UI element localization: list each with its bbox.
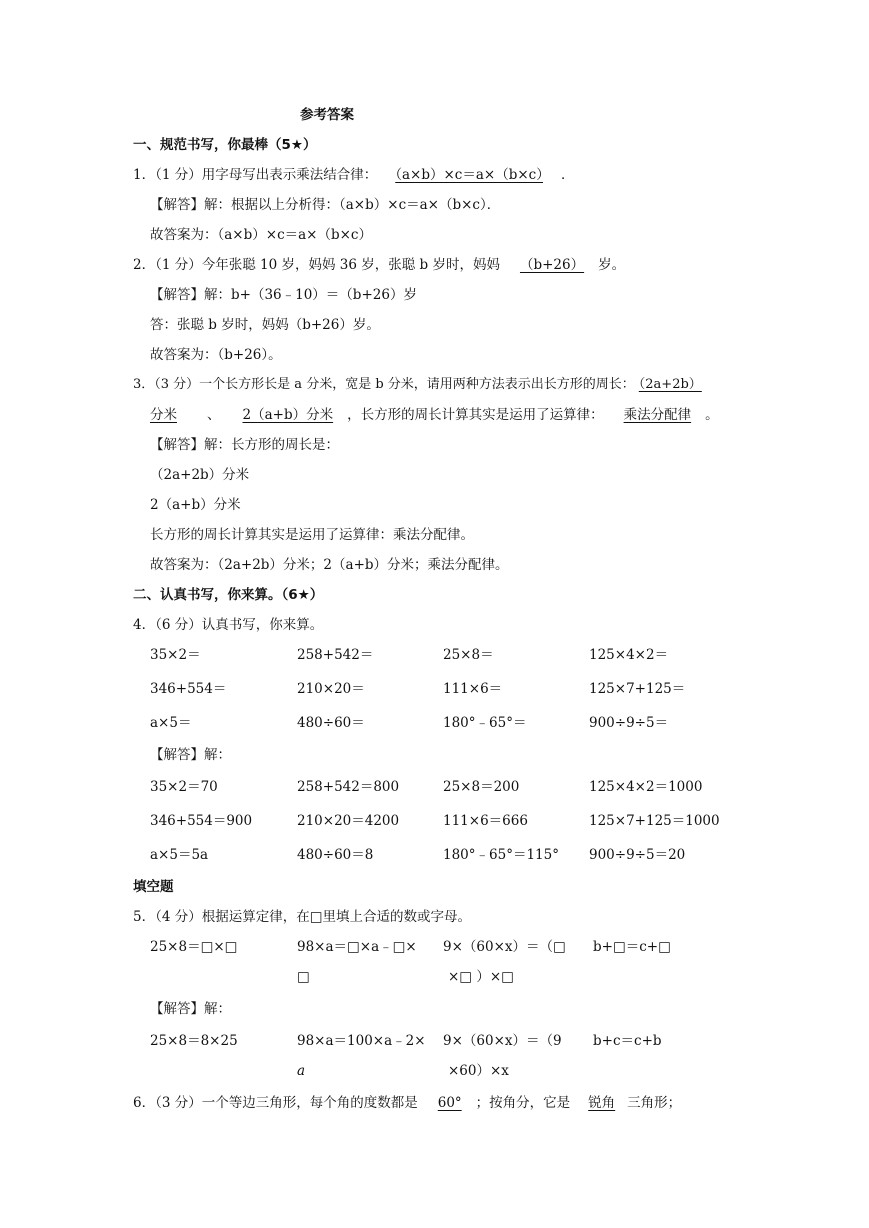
question-5-analysis: 【解答】解： (150, 1001, 231, 1017)
section-heading-3: 填空题 (133, 879, 174, 895)
question-6 (133, 1094, 681, 1112)
question-6-stem-c: 三角形； (627, 1095, 682, 1111)
calc-answer-cell: 180°﹣65°＝115° (443, 847, 559, 863)
question-1-analysis: 【解答】解：根据以上分析得：（a×b）×c＝a×（b×c）． (150, 197, 501, 213)
question-3-answer-3: 乘法分配律 (623, 407, 692, 423)
calc-answer-cell: 111×6＝666 (443, 813, 528, 829)
question-1-stem: 1．（1 分）用字母写出表示乘法结合律： (133, 167, 378, 183)
question-1-final: 故答案为：（a×b）×c＝a×（b×c） (150, 227, 372, 243)
question-2 (133, 256, 625, 274)
section-heading-1: 一、规范书写，你最棒（5★） (133, 137, 317, 153)
question-1-stem-end: ． (560, 167, 575, 183)
question-2-stem-end: 岁。 (598, 257, 626, 273)
calc-cell: 180°﹣65°＝ (443, 715, 527, 731)
fill-cell: 9×（60×x）＝（□ (443, 939, 566, 955)
question-3-stem: 3．（3 分）一个长方形长是 a 分米，宽是 b 分米，请用两种方法表示出长方形的周长： (133, 377, 635, 392)
question-3-sep: 、 (207, 407, 221, 423)
calc-answer-cell: 900÷9÷5＝20 (589, 847, 686, 863)
question-6-stem-b: ；按角分，它是 (475, 1095, 571, 1111)
calc-cell: 258+542＝ (297, 647, 374, 663)
question-3-answer-1a: （2a+2b） (638, 377, 702, 392)
calc-cell: 125×7+125＝ (589, 681, 686, 697)
calc-cell: 900÷9÷5＝ (589, 715, 669, 731)
fill-answer-cell: b+c＝c+b (593, 1033, 662, 1049)
question-2-answer: （b+26） (519, 257, 585, 273)
question-3-stem-c: 。 (705, 407, 719, 423)
question-6-answer-1: 60° (437, 1095, 462, 1111)
calc-cell: 210×20＝ (297, 681, 365, 697)
page-title: 参考答案 (300, 107, 354, 123)
fill-cell: □ (297, 969, 310, 985)
fill-answer-cell: 9×（60×x）＝（9 (443, 1033, 562, 1049)
fill-cell: 25×8＝□×□ (150, 939, 238, 955)
fill-cell: ×□ ）×□ (448, 969, 514, 985)
calc-cell: 111×6＝ (443, 681, 503, 697)
calc-answer-cell: 480÷60＝8 (297, 847, 374, 863)
question-4-stem: 4．（6 分）认真书写，你来算。 (133, 617, 324, 633)
calc-cell: 125×4×2＝ (589, 647, 669, 663)
fill-cell: b+□＝c+□ (593, 939, 671, 955)
question-1 (133, 166, 574, 184)
fill-answer-cell: a (297, 1063, 306, 1079)
question-3-line-c: 长方形的周长计算其实是运用了运算律：乘法分配律。 (150, 527, 474, 543)
question-1-answer: （a×b）×c＝a×（b×c） (395, 167, 543, 183)
calc-cell: 35×2＝ (150, 647, 201, 663)
question-3-line-b: 2（a+b）分米 (150, 497, 241, 513)
calc-cell: 346+554＝ (150, 681, 227, 697)
fill-answer-cell: 98×a＝100×a﹣2× (297, 1033, 426, 1049)
question-2-final: 故答案为：（b+26）。 (150, 347, 282, 363)
question-3-stem-b: ，长方形的周长计算其实是运用了运算律： (347, 407, 604, 423)
question-3-line-a: （2a+2b）分米 (150, 467, 250, 483)
calc-cell: 480÷60＝ (297, 715, 365, 731)
calc-answer-cell: 346+554＝900 (150, 813, 253, 829)
section-heading-2: 二、认真书写，你来算。（6★） (133, 587, 324, 603)
calc-answer-cell: 258+542＝800 (297, 779, 400, 795)
question-3-answer-1b: 分米 (150, 407, 177, 423)
question-3-analysis: 【解答】解：长方形的周长是： (150, 437, 339, 453)
question-2-analysis: 【解答】解：b+（36﹣10）＝（b+26）岁 (150, 287, 417, 303)
question-2-reply: 答：张聪 b 岁时，妈妈（b+26）岁。 (150, 317, 380, 333)
calc-cell: a×5＝ (150, 715, 192, 731)
question-2-stem: 2．（1 分）今年张聪 10 岁，妈妈 36 岁，张聪 b 岁时，妈妈 (133, 257, 500, 273)
question-4-analysis: 【解答】解： (150, 747, 231, 763)
calc-answer-cell: 125×7+125＝1000 (589, 813, 720, 829)
calc-cell: 25×8＝ (443, 647, 494, 663)
calc-answer-cell: a×5＝5a (150, 847, 209, 863)
question-3 (133, 376, 702, 394)
question-6-stem: 6．（3 分）一个等边三角形，每个角的度数都是 (133, 1095, 418, 1111)
calc-answer-cell: 25×8＝200 (443, 779, 520, 795)
fill-cell: 98×a＝□×a﹣□× (297, 939, 417, 955)
calc-answer-cell: 210×20＝4200 (297, 813, 400, 829)
calc-answer-cell: 125×4×2＝1000 (589, 779, 703, 795)
question-3-line-2 (150, 406, 719, 424)
fill-answer-cell: ×60）×x (448, 1063, 509, 1079)
question-3-final: 故答案为：（2a+2b）分米；2（a+b）分米；乘法分配律。 (150, 557, 509, 573)
fill-answer-cell: 25×8＝8×25 (150, 1033, 238, 1049)
calc-answer-cell: 35×2＝70 (150, 779, 218, 795)
question-5-stem: 5．（4 分）根据运算定律，在□里填上合适的数或字母。 (133, 909, 471, 925)
question-6-answer-2: 锐角 (588, 1095, 616, 1111)
question-3-answer-2: 2（a+b）分米 (242, 407, 334, 423)
